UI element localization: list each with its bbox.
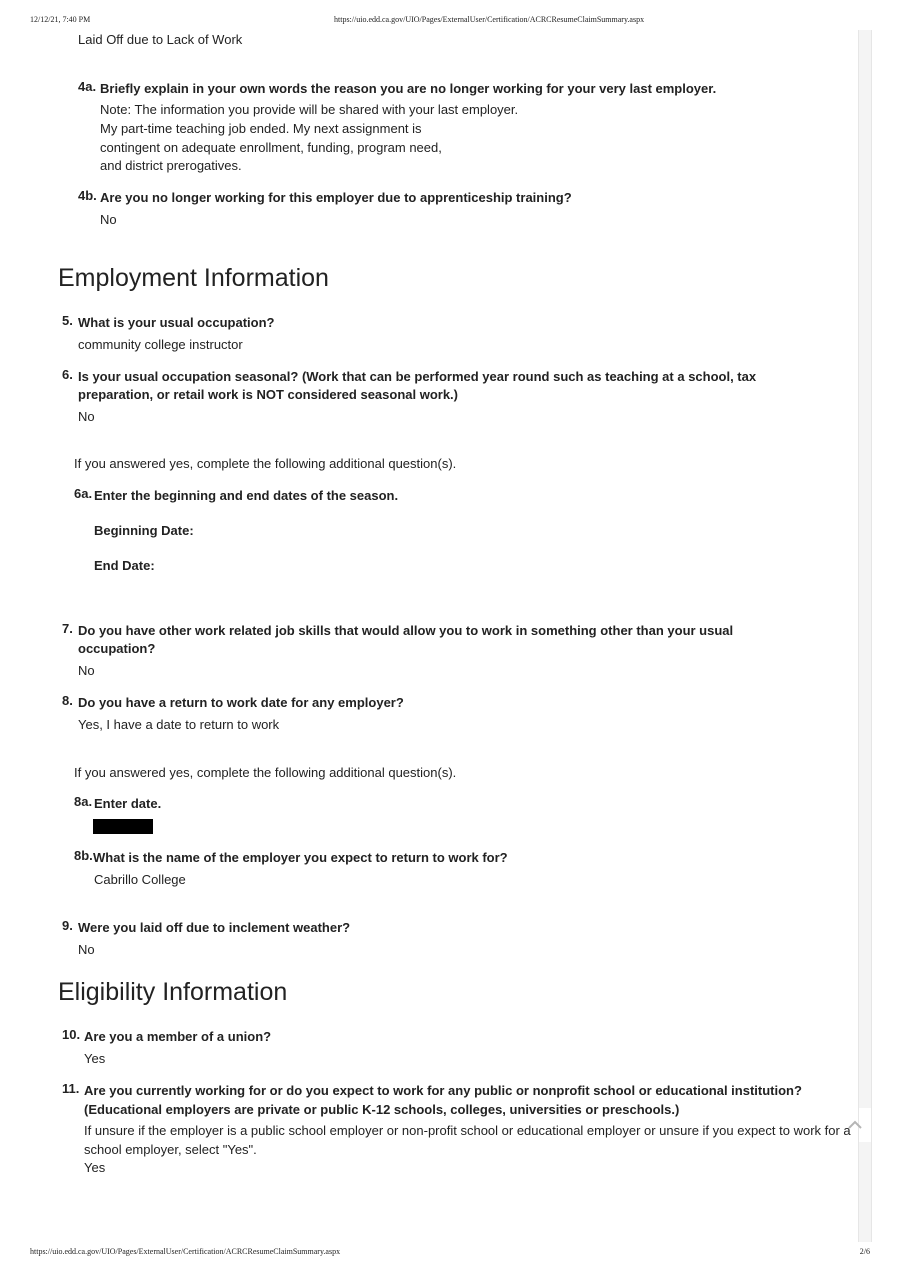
section-title-employment: Employment Information xyxy=(58,264,329,292)
followup-note-1: If you answered yes, complete the following additional question(s). xyxy=(74,456,457,471)
q9-number: 9. xyxy=(62,918,73,933)
q4a-answer-line-3: and district prerogatives. xyxy=(100,158,242,173)
q8a-number: 8a. xyxy=(74,794,93,809)
q7-question-line-2: occupation? xyxy=(78,641,156,656)
q7-question-line-1: Do you have other work related job skills that would allow you to work in something other than your usual xyxy=(78,623,734,638)
q5-question: What is your usual occupation? xyxy=(78,315,275,330)
q4a-note: Note: The information you provide will be shared with your last employer. xyxy=(100,102,519,117)
redacted-date xyxy=(93,819,153,834)
print-url: https://uio.edd.ca.gov/UIO/Pages/ExternalUser/Certification/ACRCResumeClaimSummary.aspx xyxy=(334,15,645,24)
q6-number: 6. xyxy=(62,367,73,382)
q11-note-line-1: If unsure if the employer is a public school employer or non-profit school or educational employer or unsure if you expect to work for a xyxy=(84,1123,851,1138)
q4a-question: Briefly explain in your own words the reason you are no longer working for your very last employer. xyxy=(100,81,717,96)
end-date-label: End Date: xyxy=(94,558,155,573)
q9-question: Were you laid off due to inclement weather? xyxy=(78,920,351,935)
q4a-answer-line-2: contingent on adequate enrollment, funding, program need, xyxy=(100,140,442,155)
q7-answer: No xyxy=(78,663,95,678)
q11-answer: Yes xyxy=(84,1160,106,1175)
q9-answer: No xyxy=(78,942,95,957)
top-answer: Laid Off due to Lack of Work xyxy=(78,32,243,47)
q11-note-line-2: school employer, select "Yes". xyxy=(84,1142,257,1157)
q11-question-line-1: Are you currently working for or do you expect to work for any public or nonprofit school or educational institution? xyxy=(84,1083,802,1098)
beginning-date-label: Beginning Date: xyxy=(94,523,194,538)
q7-number: 7. xyxy=(62,621,73,636)
q8-number: 8. xyxy=(62,693,73,708)
q4b-answer: No xyxy=(100,212,117,227)
footer-url: https://uio.edd.ca.gov/UIO/Pages/ExternalUser/Certification/ACRCResumeClaimSummary.aspx xyxy=(30,1247,341,1256)
q4a-answer-line-1: My part-time teaching job ended. My next assignment is xyxy=(100,121,422,136)
q11-question-line-2: (Educational employers are private or public K-12 schools, colleges, universities or preschools.) xyxy=(84,1102,680,1117)
q6a-number: 6a. xyxy=(74,486,93,501)
print-datetime: 12/12/21, 7:40 PM xyxy=(30,15,91,24)
q5-number: 5. xyxy=(62,313,73,328)
page-number: 2/6 xyxy=(859,1247,870,1256)
scroll-to-top-button[interactable] xyxy=(842,1115,868,1137)
q6-question-line-2: preparation, or retail work is NOT considered seasonal work.) xyxy=(78,387,458,402)
q10-number: 10. xyxy=(62,1027,81,1042)
q8b-answer: Cabrillo College xyxy=(94,872,186,887)
q6-question-line-1: Is your usual occupation seasonal? (Work that can be performed year round such as teaching at a school, tax xyxy=(78,369,757,384)
q10-question: Are you a member of a union? xyxy=(84,1029,272,1044)
q8-question: Do you have a return to work date for any employer? xyxy=(78,695,404,710)
q11-number: 11. xyxy=(62,1081,80,1096)
q8-answer: Yes, I have a date to return to work xyxy=(78,717,280,732)
section-title-eligibility: Eligibility Information xyxy=(58,978,288,1006)
chevron-up-icon xyxy=(847,1118,863,1130)
q8a-question: Enter date. xyxy=(94,796,162,811)
q6-answer: No xyxy=(78,409,95,424)
q4b-number: 4b. xyxy=(78,188,97,203)
q10-answer: Yes xyxy=(84,1051,106,1066)
q5-answer: community college instructor xyxy=(78,337,243,352)
q8b-number: 8b. xyxy=(74,848,93,863)
followup-note-2: If you answered yes, complete the following additional question(s). xyxy=(74,765,457,780)
q6a-question: Enter the beginning and end dates of the season. xyxy=(94,488,399,503)
scrollbar[interactable] xyxy=(858,30,872,1242)
q4b-question: Are you no longer working for this employer due to apprenticeship training? xyxy=(100,190,572,205)
q4a-number: 4a. xyxy=(78,79,97,94)
q8b-question: What is the name of the employer you expect to return to work for? xyxy=(93,850,508,865)
